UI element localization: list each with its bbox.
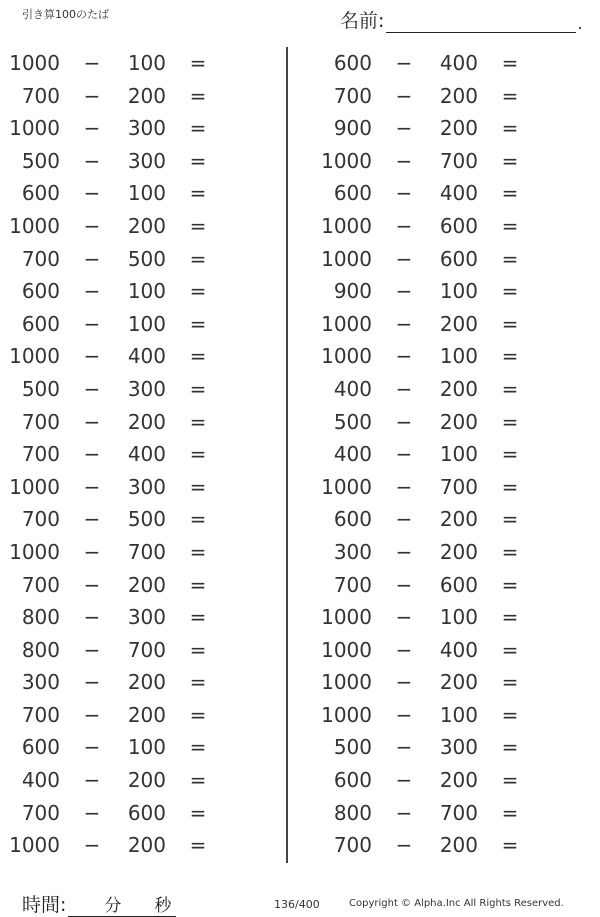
minuend: 900 <box>333 279 372 304</box>
subtrahend: 200 <box>127 83 166 108</box>
minus-sign: − <box>83 768 101 793</box>
subtrahend: 600 <box>439 213 478 238</box>
minus-sign: − <box>83 800 101 825</box>
equals-sign: = <box>189 572 207 597</box>
problem-row <box>0 47 290 80</box>
minuend: 500 <box>333 735 372 760</box>
minuend: 500 <box>21 376 60 401</box>
subtrahend: 300 <box>127 474 166 499</box>
minuend: 900 <box>333 116 372 141</box>
equals-sign: = <box>189 51 207 75</box>
problem-row <box>0 145 290 178</box>
minuend: 400 <box>333 376 372 401</box>
equals-sign: = <box>501 344 519 369</box>
minuend: 400 <box>21 768 60 793</box>
minus-sign: − <box>395 474 413 499</box>
name-dot: . <box>577 14 583 33</box>
problem-row <box>0 829 290 862</box>
problem-row <box>0 243 290 276</box>
minus-sign: − <box>395 442 413 467</box>
minus-sign: − <box>83 116 101 141</box>
problem-row <box>300 536 590 569</box>
minuend: 700 <box>333 572 372 597</box>
problem-row <box>0 308 290 341</box>
minus-sign: − <box>395 539 413 564</box>
equals-sign: = <box>501 311 519 336</box>
problem-row <box>300 503 590 536</box>
minuend: 700 <box>21 83 60 108</box>
subtrahend: 400 <box>439 51 478 75</box>
minus-sign: − <box>395 51 413 75</box>
problem-row <box>300 210 590 243</box>
subtrahend: 700 <box>439 148 478 173</box>
problem-row <box>300 308 590 341</box>
minuend: 1000 <box>321 474 372 499</box>
minus-sign: − <box>395 279 413 304</box>
equals-sign: = <box>189 507 207 532</box>
minuend: 700 <box>21 442 60 467</box>
minus-sign: − <box>395 768 413 793</box>
equals-sign: = <box>501 442 519 467</box>
equals-sign: = <box>189 148 207 173</box>
problem-row <box>300 112 590 145</box>
equals-sign: = <box>189 246 207 271</box>
subtrahend: 300 <box>127 605 166 630</box>
subtrahend: 100 <box>127 311 166 336</box>
problem-row <box>300 797 590 830</box>
minus-sign: − <box>395 670 413 695</box>
subtrahend: 700 <box>127 539 166 564</box>
minus-sign: − <box>83 735 101 760</box>
problem-row <box>300 634 590 667</box>
problem-row <box>300 764 590 797</box>
equals-sign: = <box>501 474 519 499</box>
minuend: 1000 <box>321 311 372 336</box>
worksheet-title: 引き算100のたば <box>22 8 109 21</box>
equals-sign: = <box>189 409 207 434</box>
minus-sign: − <box>83 311 101 336</box>
subtrahend: 200 <box>439 376 478 401</box>
problem-row <box>0 569 290 602</box>
name-blank-line[interactable] <box>386 14 576 33</box>
minus-sign: − <box>83 833 101 858</box>
equals-sign: = <box>189 670 207 695</box>
minus-sign: − <box>395 213 413 238</box>
minus-sign: − <box>395 507 413 532</box>
subtrahend: 300 <box>127 116 166 141</box>
equals-sign: = <box>501 702 519 727</box>
minus-sign: − <box>395 833 413 858</box>
problem-row <box>0 503 290 536</box>
equals-sign: = <box>501 605 519 630</box>
subtrahend: 400 <box>439 181 478 206</box>
problem-row <box>300 275 590 308</box>
minuend: 600 <box>333 507 372 532</box>
minuend: 1000 <box>9 539 60 564</box>
equals-sign: = <box>189 735 207 760</box>
problem-row <box>0 731 290 764</box>
problem-row <box>0 210 290 243</box>
subtrahend: 300 <box>439 735 478 760</box>
equals-sign: = <box>501 83 519 108</box>
problem-row <box>300 699 590 732</box>
minus-sign: − <box>83 279 101 304</box>
minuend: 800 <box>333 800 372 825</box>
minus-sign: − <box>83 51 101 75</box>
equals-sign: = <box>501 637 519 662</box>
subtrahend: 600 <box>439 572 478 597</box>
subtrahend: 100 <box>439 702 478 727</box>
minus-sign: − <box>395 181 413 206</box>
minuend: 1000 <box>9 51 60 75</box>
minus-sign: − <box>83 376 101 401</box>
minus-sign: − <box>83 637 101 662</box>
problem-row <box>300 829 590 862</box>
problem-row <box>300 438 590 471</box>
problem-row <box>0 275 290 308</box>
subtrahend: 100 <box>439 605 478 630</box>
subtrahend: 400 <box>439 637 478 662</box>
minus-sign: − <box>395 637 413 662</box>
minus-sign: − <box>395 735 413 760</box>
problem-row <box>300 243 590 276</box>
equals-sign: = <box>189 279 207 304</box>
subtrahend: 500 <box>127 507 166 532</box>
minuend: 600 <box>21 181 60 206</box>
problem-row <box>300 406 590 439</box>
problem-row <box>0 112 290 145</box>
minuend: 600 <box>21 311 60 336</box>
minus-sign: − <box>83 702 101 727</box>
subtrahend: 200 <box>439 768 478 793</box>
problem-row <box>0 634 290 667</box>
equals-sign: = <box>501 800 519 825</box>
minutes-label: 分 <box>104 896 122 916</box>
minuend: 1000 <box>321 344 372 369</box>
minus-sign: − <box>83 572 101 597</box>
minus-sign: − <box>83 83 101 108</box>
minuend: 700 <box>21 507 60 532</box>
subtrahend: 100 <box>439 344 478 369</box>
minuend: 700 <box>21 246 60 271</box>
name-field <box>340 6 583 33</box>
minus-sign: − <box>83 507 101 532</box>
equals-sign: = <box>501 507 519 532</box>
subtrahend: 200 <box>127 768 166 793</box>
minus-sign: − <box>83 181 101 206</box>
subtrahend: 700 <box>127 637 166 662</box>
subtrahend: 300 <box>127 376 166 401</box>
equals-sign: = <box>501 181 519 206</box>
equals-sign: = <box>501 116 519 141</box>
subtrahend: 400 <box>127 344 166 369</box>
equals-sign: = <box>501 768 519 793</box>
minus-sign: − <box>83 344 101 369</box>
minuend: 300 <box>333 539 372 564</box>
minuend: 1000 <box>321 702 372 727</box>
equals-sign: = <box>501 246 519 271</box>
copyright-notice: Copyright © Alpha.Inc All Rights Reserved. <box>349 898 564 909</box>
problem-row <box>0 764 290 797</box>
minuend: 500 <box>21 148 60 173</box>
minuend: 1000 <box>9 213 60 238</box>
minuend: 600 <box>21 735 60 760</box>
equals-sign: = <box>501 148 519 173</box>
problem-row <box>300 47 590 80</box>
problem-row <box>0 373 290 406</box>
minus-sign: − <box>83 442 101 467</box>
subtrahend: 600 <box>127 800 166 825</box>
time-label: 時間: <box>22 894 67 916</box>
problem-row <box>0 797 290 830</box>
problem-row <box>300 471 590 504</box>
minuend: 800 <box>21 605 60 630</box>
minus-sign: − <box>395 376 413 401</box>
problem-row <box>0 340 290 373</box>
subtrahend: 200 <box>439 311 478 336</box>
minuend: 400 <box>333 442 372 467</box>
equals-sign: = <box>189 539 207 564</box>
equals-sign: = <box>189 213 207 238</box>
minus-sign: − <box>83 670 101 695</box>
subtrahend: 600 <box>439 246 478 271</box>
subtrahend: 200 <box>127 409 166 434</box>
subtrahend: 500 <box>127 246 166 271</box>
problem-row <box>0 80 290 113</box>
minus-sign: − <box>395 344 413 369</box>
minus-sign: − <box>395 605 413 630</box>
minus-sign: − <box>83 409 101 434</box>
minuend: 1000 <box>321 670 372 695</box>
problem-row <box>0 601 290 634</box>
problem-row <box>300 80 590 113</box>
equals-sign: = <box>501 735 519 760</box>
subtrahend: 200 <box>127 702 166 727</box>
equals-sign: = <box>189 702 207 727</box>
equals-sign: = <box>189 768 207 793</box>
minus-sign: − <box>83 539 101 564</box>
subtrahend: 300 <box>127 148 166 173</box>
equals-sign: = <box>501 833 519 858</box>
equals-sign: = <box>501 213 519 238</box>
problem-row <box>300 731 590 764</box>
subtrahend: 200 <box>127 572 166 597</box>
time-blank-line[interactable] <box>68 894 176 917</box>
minus-sign: − <box>395 409 413 434</box>
minus-sign: − <box>83 246 101 271</box>
page-number: 136/400 <box>274 898 320 911</box>
subtrahend: 400 <box>127 442 166 467</box>
minus-sign: − <box>395 702 413 727</box>
problem-row <box>300 145 590 178</box>
subtrahend: 100 <box>439 279 478 304</box>
subtrahend: 100 <box>439 442 478 467</box>
minuend: 600 <box>21 279 60 304</box>
subtrahend: 200 <box>127 670 166 695</box>
problem-row <box>0 438 290 471</box>
equals-sign: = <box>189 474 207 499</box>
equals-sign: = <box>189 181 207 206</box>
minus-sign: − <box>83 213 101 238</box>
minus-sign: − <box>395 148 413 173</box>
equals-sign: = <box>501 409 519 434</box>
right-problem-column <box>300 47 590 862</box>
problem-row <box>300 177 590 210</box>
subtrahend: 200 <box>127 213 166 238</box>
left-problem-column <box>0 47 290 862</box>
seconds-label: 秒 <box>154 896 172 916</box>
minus-sign: − <box>83 605 101 630</box>
subtrahend: 100 <box>127 279 166 304</box>
equals-sign: = <box>189 311 207 336</box>
minuend: 600 <box>333 51 372 75</box>
minuend: 700 <box>333 833 372 858</box>
minus-sign: − <box>395 83 413 108</box>
minuend: 600 <box>333 768 372 793</box>
minuend: 600 <box>333 181 372 206</box>
problem-row <box>0 406 290 439</box>
minuend: 1000 <box>321 637 372 662</box>
equals-sign: = <box>189 344 207 369</box>
minuend: 700 <box>21 409 60 434</box>
equals-sign: = <box>189 442 207 467</box>
problem-row <box>0 471 290 504</box>
minus-sign: − <box>395 311 413 336</box>
minuend: 1000 <box>321 605 372 630</box>
equals-sign: = <box>501 572 519 597</box>
problem-row <box>300 373 590 406</box>
subtrahend: 200 <box>439 409 478 434</box>
minuend: 500 <box>333 409 372 434</box>
equals-sign: = <box>189 116 207 141</box>
minuend: 700 <box>333 83 372 108</box>
subtrahend: 100 <box>127 51 166 75</box>
problem-row <box>0 177 290 210</box>
subtrahend: 100 <box>127 181 166 206</box>
minuend: 1000 <box>321 246 372 271</box>
problem-row <box>0 666 290 699</box>
time-field <box>22 890 176 917</box>
minus-sign: − <box>395 800 413 825</box>
equals-sign: = <box>501 279 519 304</box>
subtrahend: 700 <box>439 474 478 499</box>
subtrahend: 200 <box>439 670 478 695</box>
minus-sign: − <box>83 474 101 499</box>
minuend: 700 <box>21 800 60 825</box>
equals-sign: = <box>189 83 207 108</box>
subtrahend: 200 <box>439 833 478 858</box>
problem-row <box>300 569 590 602</box>
minuend: 300 <box>21 670 60 695</box>
minuend: 700 <box>21 702 60 727</box>
equals-sign: = <box>189 800 207 825</box>
subtrahend: 200 <box>439 539 478 564</box>
subtrahend: 100 <box>127 735 166 760</box>
minuend: 1000 <box>9 474 60 499</box>
problem-row <box>300 340 590 373</box>
minus-sign: − <box>395 246 413 271</box>
minuend: 1000 <box>321 213 372 238</box>
minus-sign: − <box>395 572 413 597</box>
subtrahend: 200 <box>439 83 478 108</box>
subtrahend: 200 <box>127 833 166 858</box>
minuend: 1000 <box>9 344 60 369</box>
subtrahend: 700 <box>439 800 478 825</box>
equals-sign: = <box>501 51 519 75</box>
minuend: 800 <box>21 637 60 662</box>
minuend: 1000 <box>9 833 60 858</box>
minuend: 700 <box>21 572 60 597</box>
equals-sign: = <box>189 605 207 630</box>
problem-row <box>0 699 290 732</box>
problem-row <box>0 536 290 569</box>
minus-sign: − <box>83 148 101 173</box>
problem-row <box>300 666 590 699</box>
subtrahend: 200 <box>439 507 478 532</box>
minuend: 1000 <box>321 148 372 173</box>
name-label: 名前: <box>340 10 385 32</box>
subtrahend: 200 <box>439 116 478 141</box>
equals-sign: = <box>189 833 207 858</box>
equals-sign: = <box>189 637 207 662</box>
column-divider <box>286 47 288 863</box>
minus-sign: − <box>395 116 413 141</box>
equals-sign: = <box>189 376 207 401</box>
equals-sign: = <box>501 376 519 401</box>
equals-sign: = <box>501 670 519 695</box>
minuend: 1000 <box>9 116 60 141</box>
problem-row <box>300 601 590 634</box>
equals-sign: = <box>501 539 519 564</box>
